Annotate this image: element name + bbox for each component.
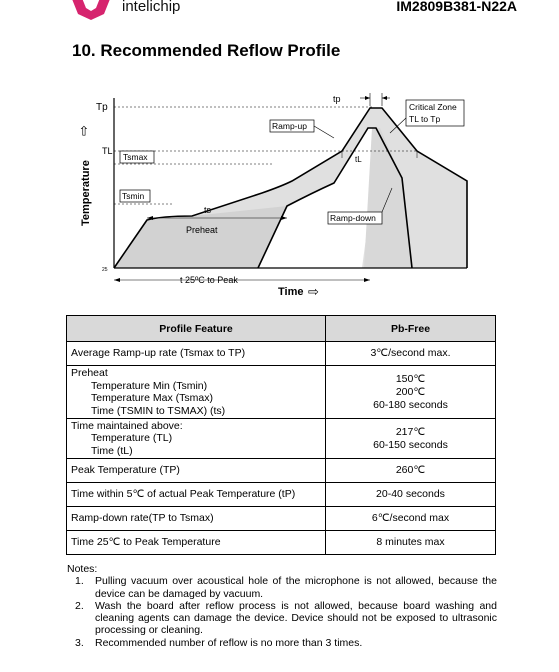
y-axis-arrow: ⇨	[76, 125, 91, 136]
feature-cell: Time 25℃ to Peak Temperature	[67, 531, 326, 555]
note-item: 3. Recommended number of reflow is no more than 3 times.	[75, 636, 363, 649]
t25-axis-label: 25	[102, 267, 108, 273]
value-cell: 260℃	[326, 459, 496, 483]
table-row	[67, 483, 496, 507]
note-item: 1. Pulling vacuum over acoustical hole of the microphone is not allowed, because the device can be damaged by vacuum.	[75, 575, 497, 600]
tsmax-label: Tsmax	[123, 152, 148, 162]
table-row	[67, 531, 496, 555]
feature-cell: Preheat Temperature Min (Tsmin) Temperature Max (Tsmax) Time (TSMIN to TSMAX) (ts)	[67, 366, 326, 419]
section-title: 10. Recommended Reflow Profile	[72, 41, 341, 60]
feature-cell: Peak Temperature (TP)	[67, 459, 326, 483]
t25-to-peak-label: t 25ºC to Peak	[180, 275, 238, 285]
part-number: IM2809B381-N22A	[396, 0, 517, 14]
ramp-up-label: Ramp-up	[272, 121, 307, 131]
ts-label: ts	[204, 205, 212, 215]
value-cell: 3℃/second max.	[326, 342, 496, 366]
reflow-spec-table	[66, 315, 496, 555]
feature-cell: Average Ramp-up rate (Tsmax to TP)	[67, 342, 326, 366]
tp-duration-label: tp	[333, 94, 341, 104]
table-row	[67, 507, 496, 531]
table-header-row	[67, 316, 496, 342]
tsmin-label: Tsmin	[122, 191, 145, 201]
tl-duration-label: tL	[355, 155, 362, 164]
feature-cell: Time maintained above: Temperature (TL) Time (tL)	[67, 419, 326, 459]
header-profile-feature: Profile Feature	[67, 316, 326, 342]
note-item: 2. Wash the board after reflow process is not allowed, because board washing and cleaning agents can damage the device. Device should not be exposed to ultrasonic processing or cleaning.	[75, 599, 497, 637]
header-pb-free: Pb-Free	[326, 316, 496, 342]
table-row	[67, 342, 496, 366]
value-cell: 20-40 seconds	[326, 483, 496, 507]
feature-cell: Time within 5℃ of actual Peak Temperature (tP)	[67, 483, 326, 507]
x-axis-label: Time	[278, 286, 304, 298]
reflow-profile-diagram	[72, 88, 472, 300]
preheat-label: Preheat	[186, 225, 218, 235]
notes-heading: Notes:	[67, 563, 98, 575]
table-row	[67, 366, 496, 419]
tp-axis-label: Tp	[96, 102, 108, 113]
ramp-down-label: Ramp-down	[330, 213, 376, 223]
x-axis-arrow: ⇨	[308, 284, 319, 299]
table-row	[67, 419, 496, 459]
notes-section	[67, 563, 497, 649]
intelichip-logo-icon	[70, 0, 112, 20]
tl-axis-label: TL	[102, 146, 113, 156]
table-row	[67, 459, 496, 483]
feature-cell: Ramp-down rate(TP to Tsmax)	[67, 507, 326, 531]
y-axis-label: Temperature	[80, 160, 92, 226]
critical-zone-label: Critical Zone	[409, 102, 457, 112]
value-cell: 150℃ 200℃ 60-180 seconds	[326, 366, 496, 419]
value-cell: 6℃/second max	[326, 507, 496, 531]
brand-name: intelichip	[122, 0, 181, 15]
value-cell: 8 minutes max	[326, 531, 496, 555]
preheat-shade	[114, 206, 287, 268]
value-cell: 217℃ 60-150 seconds	[326, 419, 496, 459]
critical-zone-range: TL to Tp	[409, 114, 441, 124]
